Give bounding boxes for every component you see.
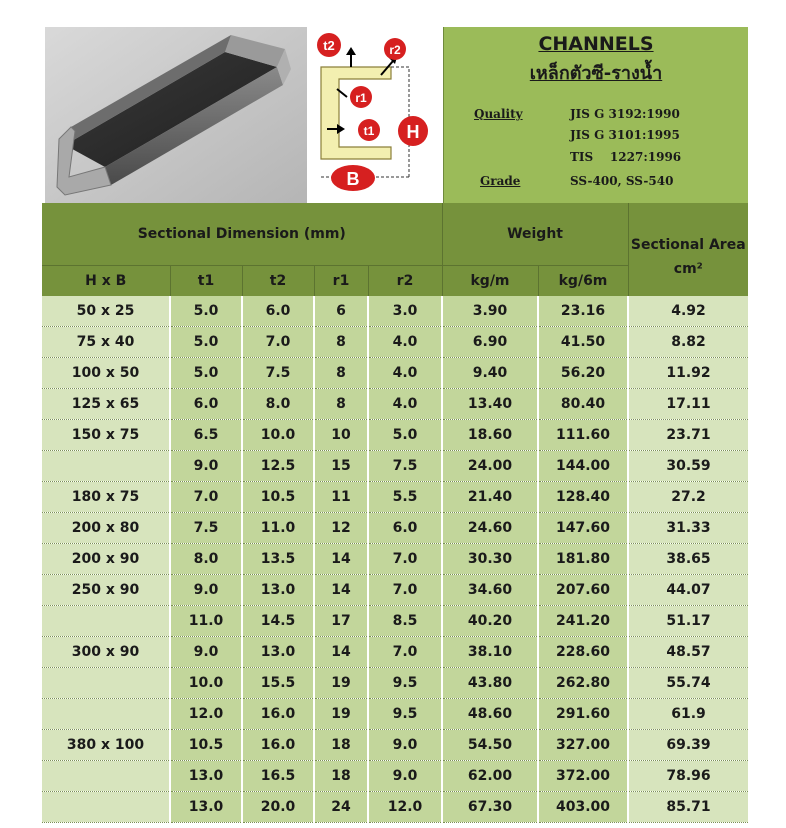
channel-photo — [45, 27, 307, 203]
cell-t2: 16.0 — [242, 730, 314, 761]
cell-hxb: 75 x 40 — [42, 327, 170, 358]
cell-r2: 4.0 — [368, 358, 442, 389]
grade-value: SS-400, SS-540 — [570, 174, 674, 188]
t1-badge — [358, 119, 380, 141]
cell-kg-6m: 291.60 — [538, 699, 628, 730]
cell-r1: 19 — [314, 668, 368, 699]
cell-kg-m: 9.40 — [442, 358, 538, 389]
quality-value-1: JIS G 3192:1990 — [570, 107, 680, 121]
sectional-area-header — [628, 203, 748, 296]
table-row — [42, 606, 748, 637]
cell-kg-m: 24.60 — [442, 513, 538, 544]
cell-area: 31.33 — [628, 513, 748, 544]
cell-r1: 19 — [314, 699, 368, 730]
cell-kg-m: 43.80 — [442, 668, 538, 699]
cell-r2: 3.0 — [368, 296, 442, 327]
title-thai: เหล็กตัวซี-รางน้ำ — [529, 63, 663, 84]
cell-area: 8.82 — [628, 327, 748, 358]
col-header-t1: t1 — [170, 266, 242, 297]
section-diagram — [309, 27, 441, 203]
cell-t1: 7.5 — [170, 513, 242, 544]
cell-r2: 4.0 — [368, 389, 442, 420]
cell-r2: 5.5 — [368, 482, 442, 513]
table-row — [42, 482, 748, 513]
cell-kg-6m: 327.00 — [538, 730, 628, 761]
cell-t2: 13.0 — [242, 575, 314, 606]
cell-t2: 10.5 — [242, 482, 314, 513]
cell-r2: 7.0 — [368, 544, 442, 575]
cell-kg-6m: 241.20 — [538, 606, 628, 637]
cell-t2: 15.5 — [242, 668, 314, 699]
cell-t2: 10.0 — [242, 420, 314, 451]
cell-area: 23.71 — [628, 420, 748, 451]
title-english: CHANNELS — [538, 33, 654, 55]
cell-kg-6m: 207.60 — [538, 575, 628, 606]
cell-hxb — [42, 699, 170, 730]
cell-kg-6m: 80.40 — [538, 389, 628, 420]
cell-kg-m: 24.00 — [442, 451, 538, 482]
cell-area: 51.17 — [628, 606, 748, 637]
cell-kg-6m: 181.80 — [538, 544, 628, 575]
channels-table — [42, 203, 748, 823]
cell-r2: 7.5 — [368, 451, 442, 482]
cell-area: 85.71 — [628, 792, 748, 823]
cell-kg-m: 40.20 — [442, 606, 538, 637]
cell-r2: 8.5 — [368, 606, 442, 637]
cell-t2: 11.0 — [242, 513, 314, 544]
cell-t1: 11.0 — [170, 606, 242, 637]
cell-area: 11.92 — [628, 358, 748, 389]
table-row — [42, 296, 748, 327]
cell-kg-m: 38.10 — [442, 637, 538, 668]
cell-t2: 14.5 — [242, 606, 314, 637]
cell-r2: 12.0 — [368, 792, 442, 823]
table-row — [42, 451, 748, 482]
cell-area: 27.2 — [628, 482, 748, 513]
table-row — [42, 668, 748, 699]
cell-hxb — [42, 606, 170, 637]
cell-r1: 14 — [314, 637, 368, 668]
cell-kg-6m: 23.16 — [538, 296, 628, 327]
cell-t2: 16.5 — [242, 761, 314, 792]
cell-kg-m: 48.60 — [442, 699, 538, 730]
col-header-t2: t2 — [242, 266, 314, 297]
col-header-hxb: H x B — [42, 266, 170, 297]
weight-header: Weight — [442, 203, 628, 266]
svg-text:r2: r2 — [389, 43, 401, 57]
area-unit-label: cm² — [673, 260, 703, 277]
cell-kg-6m: 372.00 — [538, 761, 628, 792]
cell-r2: 9.5 — [368, 668, 442, 699]
cell-hxb — [42, 792, 170, 823]
cell-t1: 13.0 — [170, 792, 242, 823]
cell-t2: 12.5 — [242, 451, 314, 482]
cell-t1: 9.0 — [170, 575, 242, 606]
cell-hxb: 200 x 80 — [42, 513, 170, 544]
cell-kg-6m: 147.60 — [538, 513, 628, 544]
table-row — [42, 389, 748, 420]
col-header-kg-m: kg/m — [442, 266, 538, 297]
cell-hxb — [42, 761, 170, 792]
cell-kg-m: 21.40 — [442, 482, 538, 513]
cell-r2: 5.0 — [368, 420, 442, 451]
cell-kg-m: 67.30 — [442, 792, 538, 823]
cell-hxb: 250 x 90 — [42, 575, 170, 606]
cell-kg-6m: 144.00 — [538, 451, 628, 482]
cell-kg-m: 34.60 — [442, 575, 538, 606]
cell-hxb: 300 x 90 — [42, 637, 170, 668]
cell-r1: 18 — [314, 761, 368, 792]
cell-r1: 12 — [314, 513, 368, 544]
table-body — [42, 296, 748, 823]
r2-badge — [384, 38, 406, 60]
table-row — [42, 761, 748, 792]
sectional-dimension-header: Sectional Dimension (mm) — [42, 203, 442, 266]
sectional-area-label: Sectional Area — [630, 236, 746, 253]
cell-t1: 10.5 — [170, 730, 242, 761]
cell-hxb: 180 x 75 — [42, 482, 170, 513]
cell-t2: 8.0 — [242, 389, 314, 420]
cell-r2: 9.0 — [368, 761, 442, 792]
cell-t1: 6.5 — [170, 420, 242, 451]
cell-r2: 7.0 — [368, 575, 442, 606]
cell-t2: 13.5 — [242, 544, 314, 575]
cell-t2: 16.0 — [242, 699, 314, 730]
cell-r1: 6 — [314, 296, 368, 327]
grade-label: Grade — [480, 174, 521, 188]
channel-profile — [321, 67, 391, 159]
svg-text:B: B — [346, 169, 360, 189]
cell-kg-6m: 128.40 — [538, 482, 628, 513]
table-row — [42, 792, 748, 823]
cell-t1: 10.0 — [170, 668, 242, 699]
title-panel — [443, 27, 748, 203]
cell-t2: 7.5 — [242, 358, 314, 389]
cell-r1: 18 — [314, 730, 368, 761]
table-row — [42, 730, 748, 761]
cell-t1: 5.0 — [170, 296, 242, 327]
cell-kg-m: 62.00 — [442, 761, 538, 792]
table-row — [42, 513, 748, 544]
cell-hxb: 380 x 100 — [42, 730, 170, 761]
cell-r2: 7.0 — [368, 637, 442, 668]
cell-r2: 6.0 — [368, 513, 442, 544]
cell-hxb — [42, 451, 170, 482]
cell-kg-6m: 262.80 — [538, 668, 628, 699]
h-badge — [398, 116, 428, 146]
cell-t2: 7.0 — [242, 327, 314, 358]
svg-text:r1: r1 — [355, 91, 367, 105]
cell-hxb: 100 x 50 — [42, 358, 170, 389]
table-row — [42, 420, 748, 451]
quality-label: Quality — [474, 107, 523, 121]
cell-r2: 9.0 — [368, 730, 442, 761]
cell-hxb: 150 x 75 — [42, 420, 170, 451]
cell-t1: 5.0 — [170, 358, 242, 389]
cell-area: 4.92 — [628, 296, 748, 327]
cell-kg-6m: 228.60 — [538, 637, 628, 668]
cell-t1: 12.0 — [170, 699, 242, 730]
cell-r1: 11 — [314, 482, 368, 513]
cell-kg-m: 13.40 — [442, 389, 538, 420]
cell-hxb — [42, 668, 170, 699]
quality-value-2: JIS G 3101:1995 — [570, 128, 680, 142]
cell-area: 17.11 — [628, 389, 748, 420]
table-row — [42, 327, 748, 358]
cell-t2: 13.0 — [242, 637, 314, 668]
cell-t1: 13.0 — [170, 761, 242, 792]
cell-r1: 17 — [314, 606, 368, 637]
cell-t1: 7.0 — [170, 482, 242, 513]
cell-kg-6m: 111.60 — [538, 420, 628, 451]
cell-t1: 5.0 — [170, 327, 242, 358]
cell-t1: 6.0 — [170, 389, 242, 420]
cell-kg-m: 3.90 — [442, 296, 538, 327]
col-header-r2: r2 — [368, 266, 442, 297]
cell-area: 55.74 — [628, 668, 748, 699]
r1-badge — [350, 86, 372, 108]
svg-text:t1: t1 — [363, 124, 375, 138]
cell-r2: 9.5 — [368, 699, 442, 730]
cell-hxb: 200 x 90 — [42, 544, 170, 575]
cell-r1: 8 — [314, 389, 368, 420]
cell-r2: 4.0 — [368, 327, 442, 358]
col-header-r1: r1 — [314, 266, 368, 297]
cell-kg-m: 6.90 — [442, 327, 538, 358]
cell-r1: 8 — [314, 358, 368, 389]
svg-text:H: H — [406, 122, 420, 142]
t2-badge — [317, 33, 341, 57]
cell-r1: 15 — [314, 451, 368, 482]
cell-t1: 9.0 — [170, 637, 242, 668]
table-row — [42, 637, 748, 668]
cell-area: 78.96 — [628, 761, 748, 792]
cell-kg-6m: 41.50 — [538, 327, 628, 358]
cell-kg-m: 30.30 — [442, 544, 538, 575]
cell-hxb: 50 x 25 — [42, 296, 170, 327]
cell-hxb: 125 x 65 — [42, 389, 170, 420]
cell-kg-6m: 403.00 — [538, 792, 628, 823]
cell-area: 30.59 — [628, 451, 748, 482]
cell-t1: 8.0 — [170, 544, 242, 575]
cell-area: 61.9 — [628, 699, 748, 730]
col-header-kg-6m: kg/6m — [538, 266, 628, 297]
cell-r1: 8 — [314, 327, 368, 358]
cell-t2: 6.0 — [242, 296, 314, 327]
svg-text:t2: t2 — [323, 38, 335, 53]
cell-r1: 10 — [314, 420, 368, 451]
table-row — [42, 358, 748, 389]
cell-t1: 9.0 — [170, 451, 242, 482]
cell-t2: 20.0 — [242, 792, 314, 823]
cell-area: 48.57 — [628, 637, 748, 668]
quality-value-3: TIS 1227:1996 — [570, 150, 682, 164]
cell-kg-m: 18.60 — [442, 420, 538, 451]
table-row — [42, 544, 748, 575]
b-badge — [331, 165, 375, 191]
cell-r1: 14 — [314, 575, 368, 606]
cell-area: 44.07 — [628, 575, 748, 606]
cell-area: 38.65 — [628, 544, 748, 575]
cell-r1: 24 — [314, 792, 368, 823]
table-row — [42, 699, 748, 730]
cell-r1: 14 — [314, 544, 368, 575]
table-row — [42, 575, 748, 606]
cell-kg-m: 54.50 — [442, 730, 538, 761]
channel-steel-image — [45, 27, 307, 203]
cell-area: 69.39 — [628, 730, 748, 761]
cell-kg-6m: 56.20 — [538, 358, 628, 389]
